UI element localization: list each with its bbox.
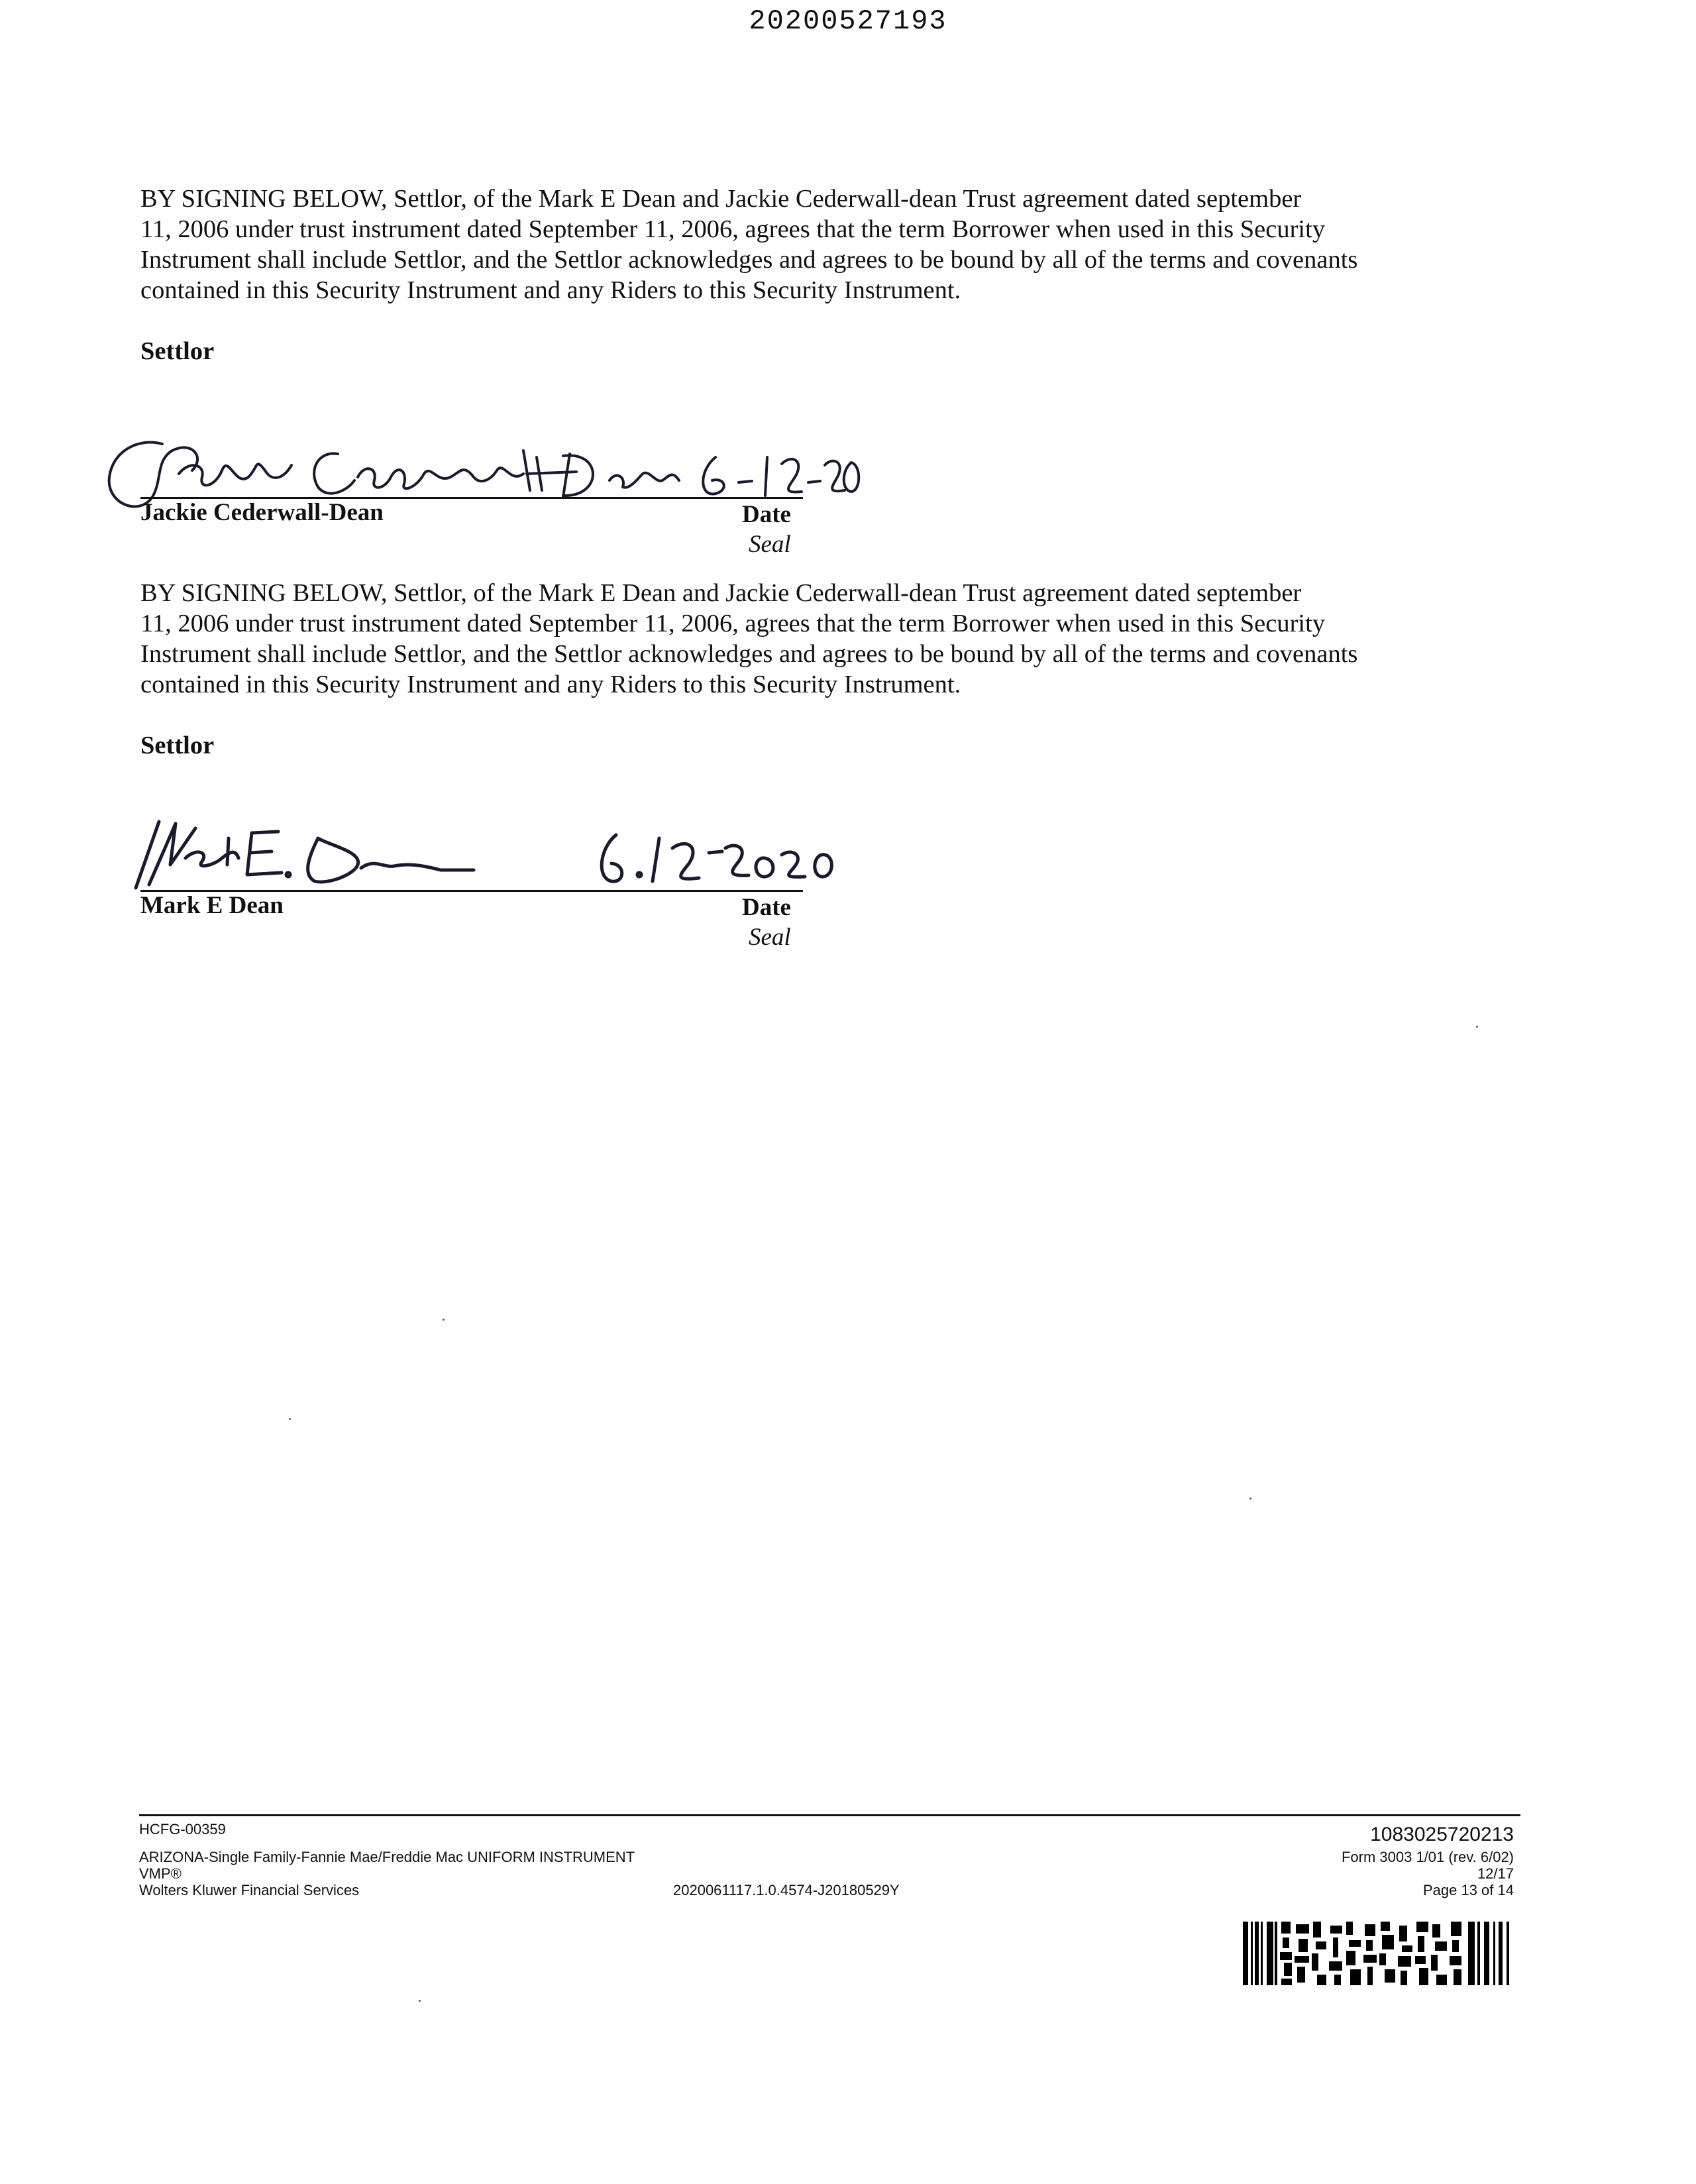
paragraph-line: contained in this Security Instrument and any Riders to this Security Instrument. (140, 671, 961, 698)
seal-label-2: Seal (749, 924, 791, 951)
scan-speck (1476, 1026, 1478, 1028)
date-label-2: Date (742, 894, 791, 921)
settlor-heading-1: Settlor (140, 337, 215, 365)
paragraph-line: contained in this Security Instrument and any Riders to this Security Instrument. (140, 276, 961, 304)
footer-page-label: Page 13 of 14 (1422, 1882, 1514, 1898)
settlor-heading-2: Settlor (140, 732, 215, 759)
scan-speck (419, 2000, 421, 2002)
settlor-paragraph-1 (140, 184, 1545, 305)
footer-divider (139, 1814, 1520, 1816)
footer-loan-number: 1083025720213 (1370, 1824, 1514, 1845)
settlor-paragraph-2 (140, 578, 1545, 700)
signer-name-2: Mark E Dean (140, 892, 284, 919)
paragraph-line: 11, 2006 under trust instrument dated September 11, 2006, agrees that the term Borrower when used in this Security (140, 610, 1326, 637)
scan-speck (1249, 1498, 1251, 1500)
footer-company: Wolters Kluwer Financial Services (139, 1882, 360, 1898)
paragraph-line: 11, 2006 under trust instrument dated September 11, 2006, agrees that the term Borrower when used in this Security (140, 215, 1326, 243)
signer-name-1: Jackie Cederwall-Dean (140, 499, 384, 526)
footer-form-number: Form 3003 1/01 (rev. 6/02) (1341, 1849, 1514, 1865)
footer-vmp: VMP® (139, 1865, 182, 1882)
scan-speck (443, 1319, 445, 1321)
paragraph-line: BY SIGNING BELOW, Settlor, of the Mark E Dean and Jackie Cederwall-dean Trust agreement dated september (140, 579, 1302, 607)
document-number: 20200527193 (749, 5, 947, 37)
mark-signature-image (129, 812, 858, 898)
footer-tracking-code: 2020061117.1.0.4574-J20180529Y (673, 1882, 900, 1898)
footer-instrument-title: ARIZONA-Single Family-Fannie Mae/Freddie Mac UNIFORM INSTRUMENT (139, 1849, 635, 1865)
footer-form-code: HCFG-00359 (139, 1821, 226, 1837)
seal-label-1: Seal (749, 531, 791, 558)
pdf417-barcode-icon (1243, 1922, 1513, 1985)
scan-speck (289, 1418, 291, 1420)
paragraph-line: BY SIGNING BELOW, Settlor, of the Mark E Dean and Jackie Cederwall-dean Trust agreement dated september (140, 185, 1302, 213)
paragraph-line: Instrument shall include Settlor, and the Settlor acknowledges and agrees to be bound by all of the terms and covenants (140, 246, 1358, 274)
paragraph-line: Instrument shall include Settlor, and the Settlor acknowledges and agrees to be bound by all of the terms and covenants (140, 640, 1358, 668)
date-label-1: Date (742, 501, 791, 528)
footer-revision: 12/17 (1477, 1865, 1514, 1882)
